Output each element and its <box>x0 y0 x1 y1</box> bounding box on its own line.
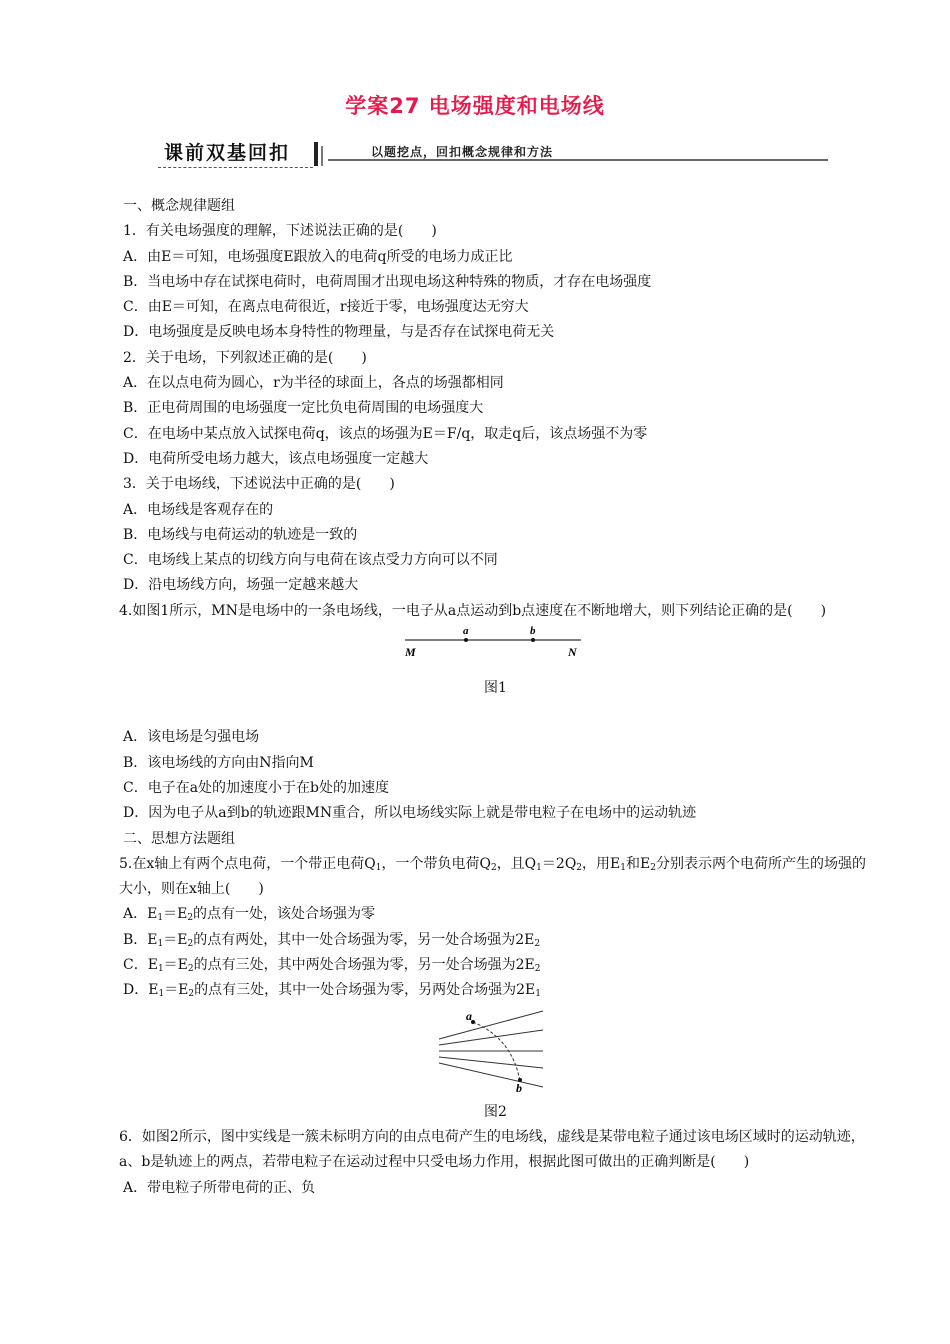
label-b: b <box>530 625 536 638</box>
option-b: B．正电荷周围的电场强度一定比负电荷周围的电场强度大 <box>123 400 484 417</box>
section-banner <box>158 140 828 168</box>
option-d: D．电场强度是反映电场本身特性的物理量，与是否存在试探电荷无关 <box>123 324 555 341</box>
option-a: A．由E＝可知，电场强度E跟放入的电荷q所受的电场力成正比 <box>123 248 513 265</box>
banner-underline <box>158 167 313 168</box>
figure-caption: 图2 <box>484 1103 507 1120</box>
option-a: A．在以点电荷为圆心，r为半径的球面上，各点的场强都相同 <box>123 375 504 392</box>
option-d: D．$E_1=E_2$的点有三处，其中一处合场强为零，另两处合场强为$2E_1$ <box>123 982 542 1000</box>
question-stem: 5.在x轴上有两个点电荷，一个带正电荷$Q_1$，一个带负电荷$Q_2$，且$Q_1=2Q_2$，用$E_1$和$E_2$分别表示两个电荷所产生的场强的大小，则在x轴上( ) <box>119 855 866 898</box>
field-line-figure <box>123 624 868 670</box>
option-c: C．电子在a处的加速度小于在b处的加速度 <box>123 779 390 796</box>
banner-right-label: 以题挖点，回扣概念规律和方法 <box>371 145 554 159</box>
option-c: C．在电场中某点放入试探电荷q，该点的场强为E＝F/q，取走q后，该点场强不为零 <box>123 425 648 442</box>
option-c: C．$E_1=E_2$的点有三处，其中两处合场强为零，另一处合场强为$2E_2$ <box>123 957 541 975</box>
question-stem: 1．有关电场强度的理解，下述说法正确的是( ) <box>123 223 437 240</box>
option-b: B．$E_1=E_2$的点有两处，其中一处合场强为零，另一处合场强为$2E_2$ <box>123 931 541 949</box>
option-a: A．该电场是匀强电场 <box>123 729 260 746</box>
option-a: A．$E_1=E_2$的点有一处，该处合场强为零 <box>123 906 376 924</box>
question-stem: 6．如图2所示，图中实线是一簇未标明方向的由点电荷产生的电场线，虚线是某带电粒子通过该电场区域时的运动轨迹，a、b是轨迹上的两点，若带电粒子在运动过程中只受电场力作用，根据此图可做出的正确判断是( ) <box>119 1128 865 1171</box>
figure-2 <box>123 1004 868 1092</box>
banner-divider-thin <box>321 146 323 166</box>
field-lines-trajectory-figure <box>123 1004 868 1092</box>
figure-1 <box>123 624 868 670</box>
page-title: 学案27 电场强度和电场线 <box>345 94 605 118</box>
point-a <box>464 638 468 642</box>
question-stem: 2．关于电场，下列叙述正确的是( ) <box>123 349 367 366</box>
question-stem: 3．关于电场线，下述说法中正确的是( ) <box>123 476 395 493</box>
option-c: C．由E＝可知，在离点电荷很近，r接近于零，电场强度达无穷大 <box>123 299 529 316</box>
figure-caption: 图1 <box>484 680 507 697</box>
label-a: a <box>466 1008 472 1023</box>
banner-divider <box>314 142 318 166</box>
option-b: B．当电场中存在试探电荷时，电荷周围才出现电场这种特殊的物质，才存在电场强度 <box>123 273 652 290</box>
label-m: M <box>405 645 416 660</box>
field-line <box>439 1008 543 1039</box>
option-d: D．因为电子从a到b的轨迹跟MN重合，所以电场线实际上就是带电粒子在电场中的运动轨迹 <box>123 805 697 822</box>
option-d: D．电荷所受电场力越大，该点电场强度一定越大 <box>123 450 429 467</box>
option-b: B．电场线与电荷运动的轨迹是一致的 <box>123 526 358 543</box>
trajectory-dashed <box>473 1022 520 1082</box>
option-d: D．沿电场线方向，场强一定越来越大 <box>123 577 359 594</box>
banner-left-label: 课前双基回扣 <box>164 142 291 164</box>
point-b <box>531 638 535 642</box>
option-c: C．电场线上某点的切线方向与电荷在该点受力方向可以不同 <box>123 552 498 569</box>
option-b: B．该电场线的方向由N指向M <box>123 754 314 771</box>
label-n: N <box>568 645 577 660</box>
option-a: A．电场线是客观存在的 <box>123 501 274 518</box>
label-a: a <box>463 625 469 638</box>
question-stem: 4.如图1所示，MN是电场中的一条电场线，一电子从a点运动到b点速度在不断地增大，则下列结论正确的是( ) <box>119 602 827 619</box>
section-heading: 二、思想方法题组 <box>123 830 235 847</box>
option-a: A．带电粒子所带电荷的正、负 <box>123 1179 316 1196</box>
section-heading: 一、概念规律题组 <box>123 198 235 214</box>
question-content <box>119 194 868 1201</box>
label-b: b <box>516 1080 522 1092</box>
